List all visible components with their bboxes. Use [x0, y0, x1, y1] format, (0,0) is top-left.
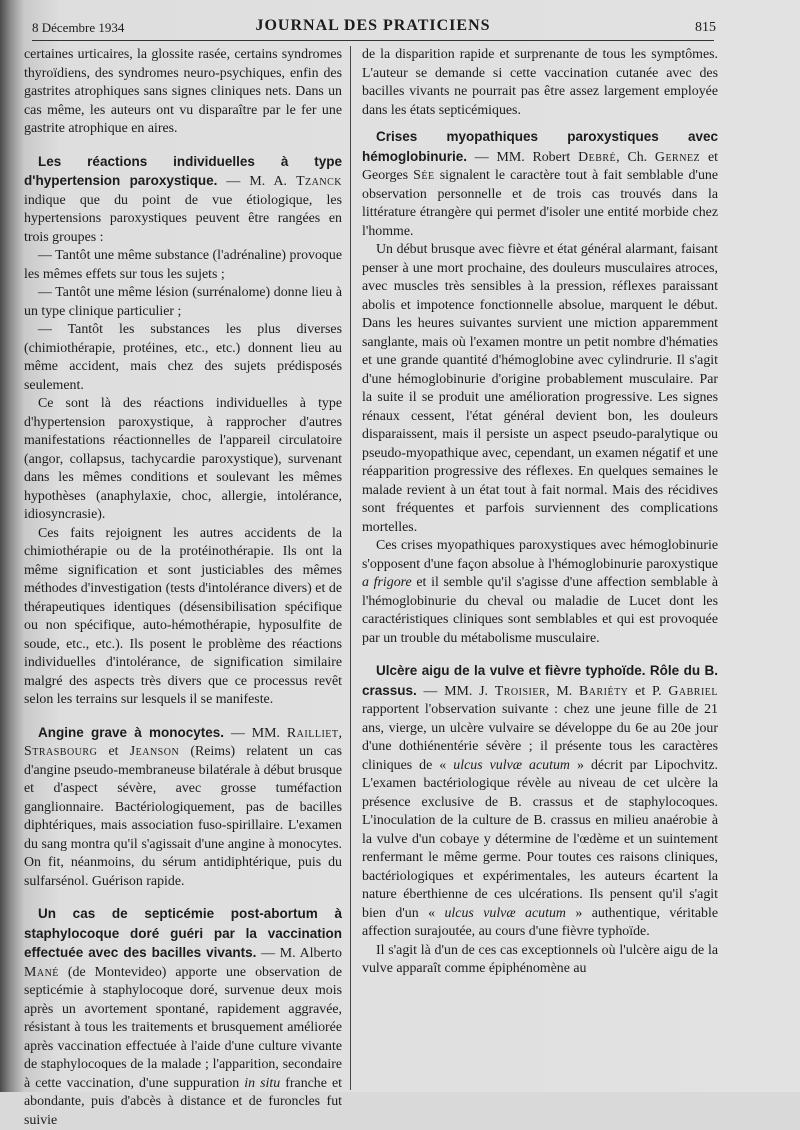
author-name: Railliet — [286, 725, 339, 741]
list-item: — Tantôt les substances les plus diverses (chimiothérapie, protéines, etc., etc.) donnent lieu au même accident, mais chez des sujets prédisposés seulement. — [24, 322, 342, 393]
author-name: Sée — [413, 168, 435, 183]
author-name: Gernez — [654, 149, 701, 165]
author-name: Tzanck — [296, 174, 342, 189]
article-title: Un cas de septicémie post-abortum à staphylocoque doré guéri par la vaccination effectuée avec des bacilles vivants. — [24, 906, 342, 960]
journal-title: JOURNAL DES PRATICIENS — [255, 17, 491, 34]
paragraph: Ces crises myopathiques paroxystiques avec hémoglobinurie s'opposent d'une façon absolue à l'hémoglobinurie paroxystique a frigore et il semble qu'il s'agisse d'une affection semblable à l'hémoglobinurie du cheval ou maladie de Lucet dont les caractéristiques cliniques sont semblables et qui est provoquée par un trouble du métabolisme musculaire. — [362, 538, 718, 646]
article-title: Ulcère aigu de la vulve et fièvre typhoïde. Rôle du B. crassus. — [362, 663, 718, 698]
author-name: Troisier — [494, 683, 547, 699]
article-angine: Angine grave à monocytes. — MM. Railliet, Strasbourg et Jeanson (Reims) relatent un cas d'angine pseudo-membraneuse bilatérale à début brusque et d'aspect sévère, avec grosse tuméfaction ganglionnaire. Bactériologiquement, pas de bacilles diphtériques, mais association fuso-spirillaire. L'examen du sang montra qu'il s'agissait d'une angine à monocytes. On fit, néanmoins, du sérum antidiphtérique, puis du sulfarsénol. Guérison rapide. — [24, 724, 342, 889]
column-divider — [350, 46, 351, 1090]
paragraph: Ce sont là des réactions individuelles à type d'hypertension paroxystique, à rapprocher d'autres manifestations réactionnelles de l'appareil circulatoire (angor, collapsus, tachycardie paroxystique), survenant dans les mêmes conditions et soulevant les mêmes hypothèses (anaphylaxie, choc, allergie, intolérance, idiosyncrasie). — [24, 396, 342, 522]
author-name: Mané — [24, 964, 59, 980]
article-title: Crises myopathiques paroxystiques avec hémoglobinurie. — [362, 129, 718, 164]
left-intro-paragraph: certaines urticaires, la glossite rasée, certains syndromes thyroïdiens, des syndromes neuro-psychiques, enfin des gastrites atrophiques sans signes cliniques nets. Dans un cas même, les auteurs ont vu disparaître par le fer une gastrite atrophique en aires. — [24, 47, 342, 136]
paragraph: Il s'agit là d'un de ces cas exceptionnels où l'ulcère aigu de la vulve apparaît comme épiphénomène au — [362, 942, 718, 976]
page-number: 815 — [695, 20, 716, 35]
right-column — [362, 46, 718, 1086]
author-name: Bariéty — [578, 683, 629, 699]
continued-paragraph: de la disparition rapide et surprenante de tous les symptômes. L'auteur se demande si cette vaccination cutanée avec des bacilles vivants ne pourrait pas être assez largement employée dans les états septicémiques. — [362, 47, 718, 118]
paragraph: Un début brusque avec fièvre et état général alarmant, faisant penser à une mort prochaine, des douleurs musculaires atroces, avec muscles très sensibles à la pression, réflexes paraissant abolis et impotence fonctionnelle absolue, marquent le début. Dans les heures suivantes survient une miction apparemment sanglante, mais où l'examen montre un petit nombre d'hématies et une grande quantité d'hémoglobine avec cylindrurie. Il s'agit d'une hémoglobinurie d'origine probablement musculaire. Par la suite il se produit une amélioration progressive. Les signes rénaux cessent, l'état général devient bon, les douleurs disparaissent, mais il persiste un aspect pseudo-paralytique ou pseudo-myopathique avec, cependant, un examen négatif et une réapparition progressive des réflexes. En quelques semaines le malade revient à un état tout à fait normal. Mais des récidives sont fréquentes et parfois surviennent des complications mortelles. — [362, 242, 718, 535]
left-column — [24, 46, 343, 1128]
article-hypertension: Les réactions individuelles à type d'hypertension paroxystique. — M. A. Tzanck indique que du point de vue étiologique, les hypertensions paroxystiques peuvent être rangées en trois groupes : — [24, 153, 342, 245]
article-title: Angine grave à monocytes. — [38, 724, 224, 740]
header-date: 8 Décembre 1934 — [32, 20, 125, 35]
author-name: Debré — [578, 149, 617, 165]
author-name: Gabriel — [668, 683, 718, 699]
article-crises-myopathiques: Crises myopathiques paroxystiques avec hémoglobinurie. — MM. Robert Debré, Ch. Gernez et Georges Sée signalent le caractère tout à fait semblable d'une observation personnelle et de trois cas trouvés dans la littérature étrangère qui permet d'isoler une entité morbide chez l'homme. — [362, 129, 718, 239]
author-name: Jeanson — [129, 744, 180, 759]
page-header — [32, 14, 714, 41]
article-ulcere-vulve: Ulcère aigu de la vulve et fièvre typhoïde. Rôle du B. crassus. — MM. J. Troisier, M. Bariéty et P. Gabriel rapportent l'observation suivante : chez une jeune fille de 21 ans, vierge, un ulcère vulvaire se développe du 6e au 20e jour d'une dothiénentérie sévère ; il présente tous les caractères cliniques de « ulcus vulvæ acutum » décrit par Lipochvitz. L'examen bactériologique révèle au niveau de cet ulcère la présence exclusive de B. crassus et de staphylocoques. L'inoculation de la culture de B. crassus en milieu anaérobie à la vulve d'un cobaye y détermine de l'œdème et un suintement renfermant le même germe. Pour toutes ces raisons cliniques, bactériologiques et expérimentales, les auteurs écartent la nature éberthienne de ces ulcérations. Ils pensent qu'il s'agit bien d'un « ulcus vulvæ acutum » authentique, véritable affection surajoutée, au cours d'une fièvre typhoïde. — [362, 663, 719, 939]
article-title: Les réactions individuelles à type d'hypertension paroxystique. — [24, 153, 342, 188]
paragraph: Ces faits rejoignent les autres accidents de la chimiothérapie ou de la protéinothérapie. Ils ont la même signification et sont justiciables des mêmes méthodes d'investigation (tests d'intolérance divers) et de thérapeutiques identiques (désensibilisation spécifique ou non spécifique, auto-hémothérapie, hyposulfite de soude, etc., etc.). Ils posent le problème des réactions individuelles d'intolérance, de signification similaire malgré des aspects très divers que ce processus revêt selon les terrains sur lesquels il se manifeste. — [24, 525, 342, 707]
list-item: — Tantôt une même lésion (surrénalome) donne lieu à un type clinique particulier ; — [24, 285, 342, 319]
author-name: Strasbourg — [24, 744, 98, 759]
list-item: — Tantôt une même substance (l'adrénaline) provoque les mêmes effets sur tous les sujets ; — [24, 248, 342, 282]
article-septicemie: Un cas de septicémie post-abortum à staphylocoque doré guéri par la vaccination effectuée avec des bacilles vivants. — M. Alberto Mané (de Montevideo) apporte une observation de septicémie à staphylocoque doré, survenue deux mois après un avortement spontané, rapidement aggravée, résistant à tous les traitements et brusquement améliorée après vaccination effectuée à l'aide d'une culture vivante de staphylocoques de la malade ; l'apparition, secondaire à cette vaccination, d'une suppuration in situ franche et abondante, puis d'abcès à distance et de furoncles fut suivie — [24, 906, 343, 1128]
